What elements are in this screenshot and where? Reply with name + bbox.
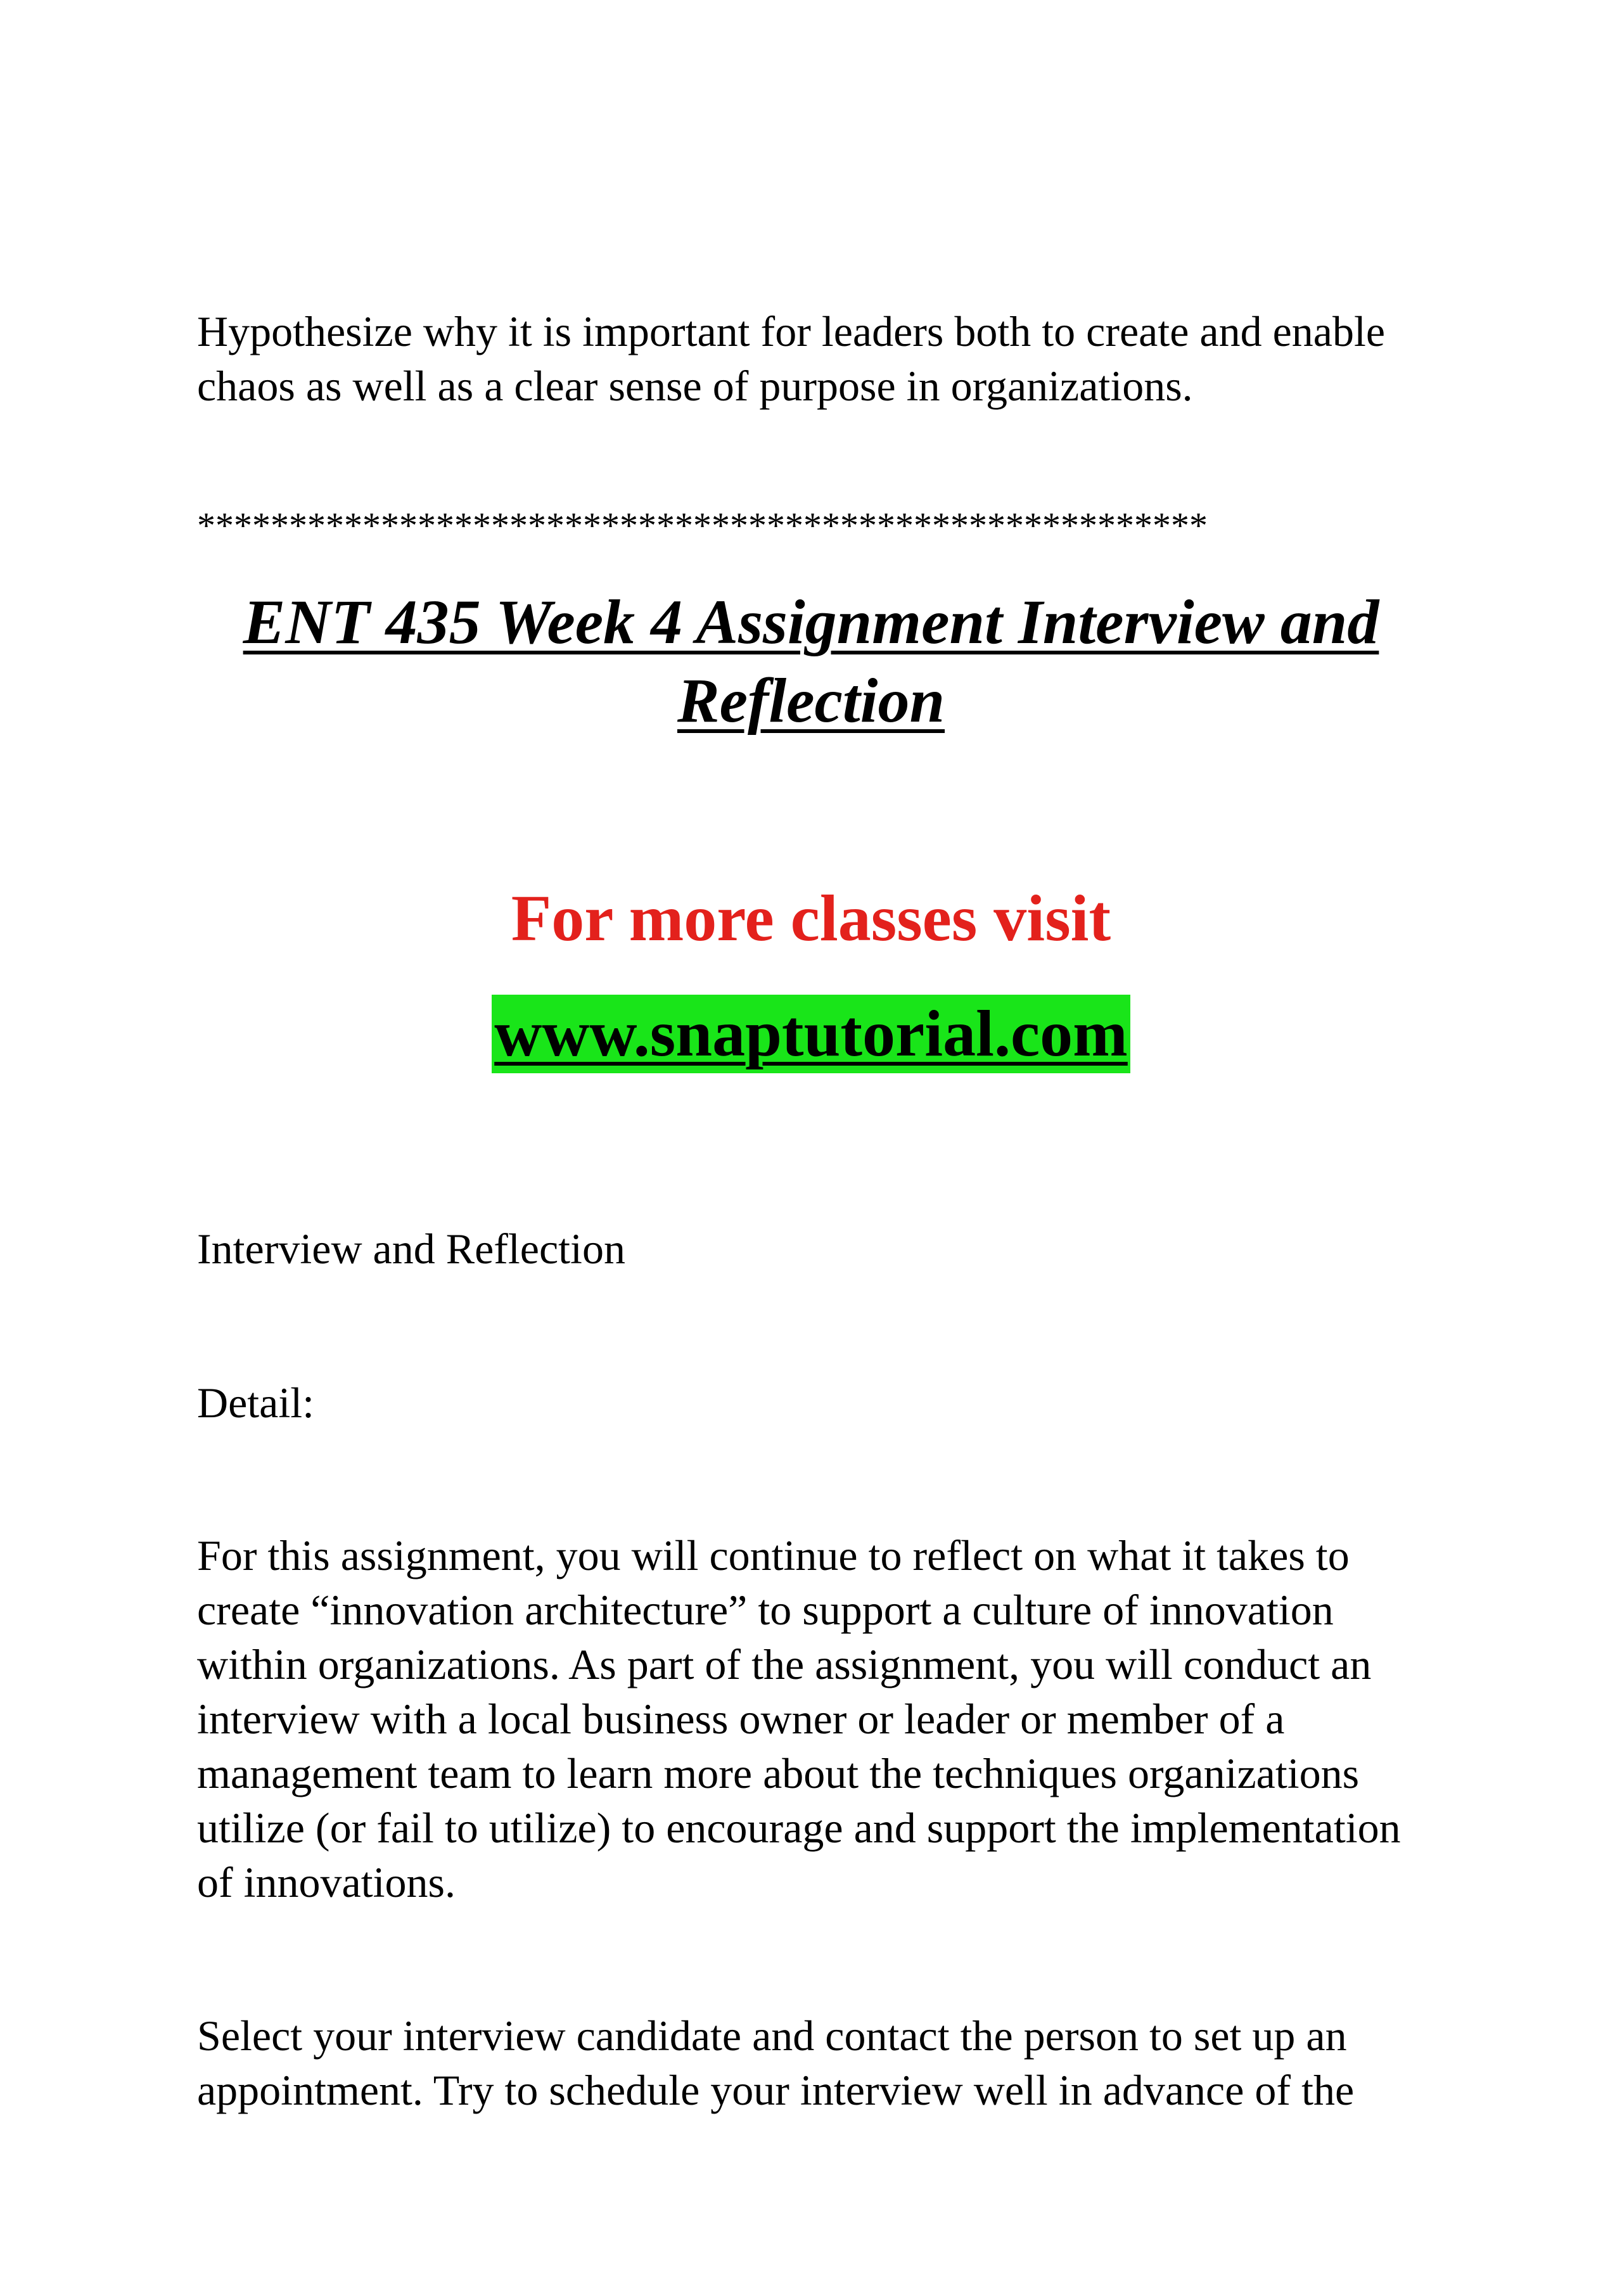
detail-label: Detail:	[197, 1379, 315, 1427]
body-paragraph-1: For this assignment, you will continue to reflect on what it takes to create “innovation architecture” to support a culture of innovation within organizations. As part of the assignment, you will conduct an interview with a local business owner or leader or member of a management team to learn more about the techniques organizations utilize (or fail to utilize) to encourage and support the implementation of innovations.	[197, 1531, 1401, 1906]
assignment-title-line2: Reflection	[677, 665, 945, 736]
assignment-title-line1: ENT 435 Week 4 Assignment Interview and	[243, 587, 1379, 657]
assignment-title	[177, 583, 1445, 740]
separator-line: *******************************************************	[197, 505, 1208, 546]
snaptutorial-link[interactable]: www.snaptutorial.com	[492, 995, 1130, 1073]
promo-link-container	[177, 995, 1445, 1073]
body-paragraph-2: Select your interview candidate and contact the person to set up an appointment. Try to schedule your interview well in advance of the	[197, 2012, 1355, 2114]
promo-text: For more classes visit	[511, 882, 1111, 955]
intro-paragraph: Hypothesize why it is important for leaders both to create and enable chaos as well as a clear sense of purpose in organizations.	[197, 307, 1386, 410]
section-heading: Interview and Reflection	[197, 1225, 625, 1273]
